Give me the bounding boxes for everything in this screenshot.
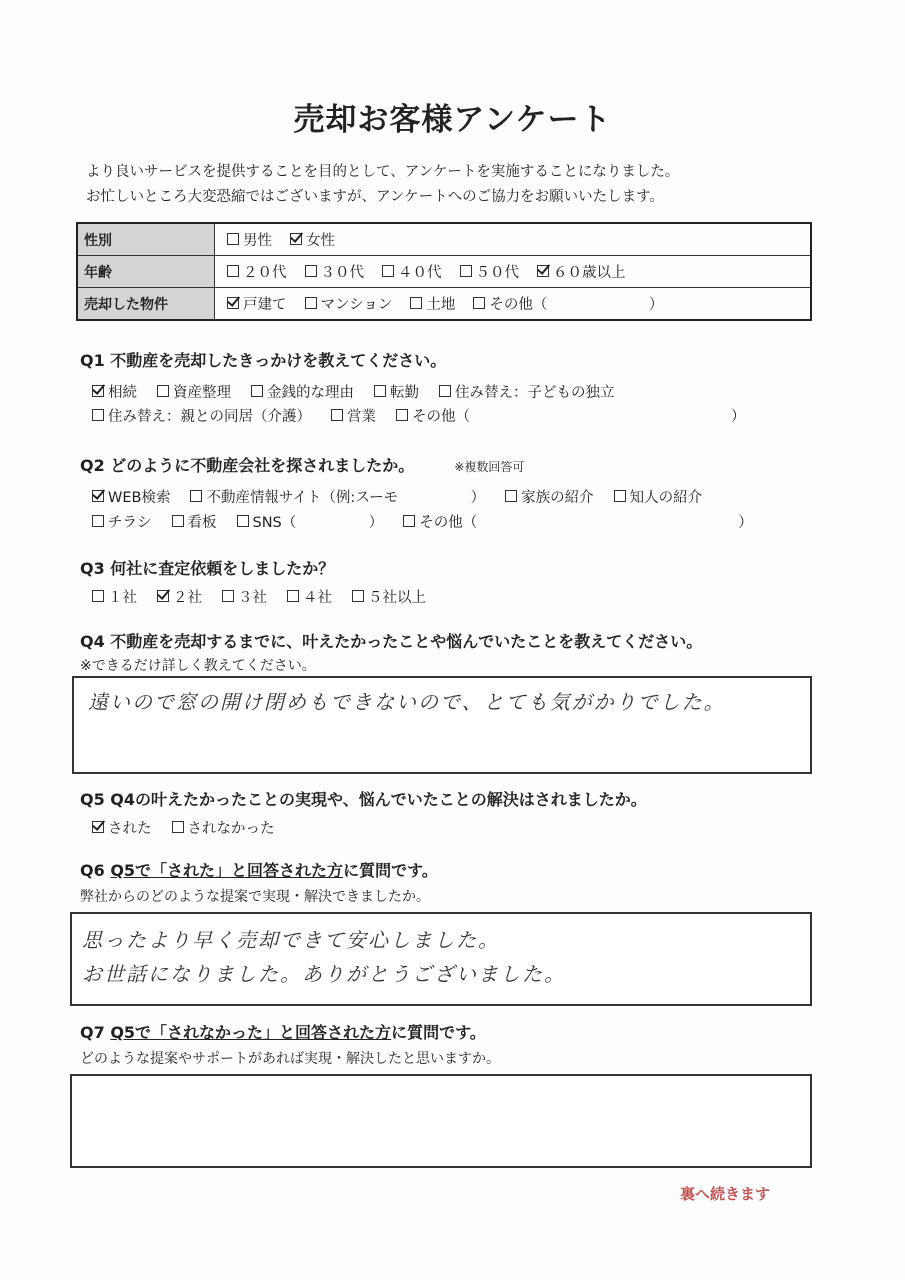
q7-prefix: Q7 <box>80 1023 111 1042</box>
checkbox-option[interactable] <box>227 261 287 282</box>
checkbox-icon[interactable] <box>331 409 343 421</box>
checkbox-label: ２社 <box>173 590 202 606</box>
intro-line-1: より良いサービスを提供することを目的として、アンケートを実施することになりました。 <box>86 164 680 180</box>
checkbox-option[interactable] <box>352 586 426 607</box>
q2-options-row1 <box>92 486 722 507</box>
checkbox-label: 金銭的な理由 <box>267 385 354 401</box>
checkbox-option[interactable] <box>92 511 152 532</box>
checkbox-label: 女性 <box>306 233 335 249</box>
checkbox-icon[interactable] <box>251 385 263 397</box>
q4-title: Q4 不動産を売却するまでに、叶えたかったことや悩んでいたことを教えてください。 <box>80 632 703 651</box>
checkbox-label: ５社以上 <box>368 590 426 606</box>
q2-title-text: Q2 どのように不動産会社を探されましたか。 <box>80 456 415 475</box>
checkbox-label: １社 <box>108 590 137 606</box>
checkbox-icon[interactable] <box>222 590 234 602</box>
q7-target: Q5で「されなかった」と回答された方 <box>110 1023 392 1042</box>
checkbox-icon[interactable] <box>505 490 517 502</box>
q7-suffix: に質問です。 <box>391 1023 486 1042</box>
checkbox-icon[interactable] <box>374 385 386 397</box>
checkbox-option[interactable] <box>190 486 485 507</box>
checkbox-label: ２０代 <box>243 265 287 281</box>
q4-answer-box[interactable] <box>72 676 812 774</box>
q5-title: Q5 Q4の叶えたかったことの実現や、悩んでいたことの解決はされましたか。 <box>80 790 647 809</box>
q3-title: Q3 何社に査定依頼をしましたか？ <box>80 559 335 578</box>
checkbox-option[interactable] <box>439 381 615 402</box>
checkbox-icon[interactable] <box>92 590 104 602</box>
checkbox-option[interactable] <box>473 293 663 314</box>
checkbox-option[interactable] <box>410 293 455 314</box>
checkbox-option[interactable] <box>290 229 335 250</box>
q1-options-row1 <box>92 381 635 402</box>
checkbox-option[interactable] <box>305 293 393 314</box>
checkbox-option[interactable] <box>237 511 384 532</box>
q2-title <box>80 453 524 476</box>
checkbox-label: 住み替え：子どもの独立 <box>455 385 615 401</box>
checkbox-label: その他（ ） <box>419 515 753 531</box>
checkbox-label: 看板 <box>187 515 217 531</box>
q1-title: Q1 不動産を売却したきっかけを教えてください。 <box>80 351 447 370</box>
checked-box-icon[interactable] <box>92 385 104 397</box>
checkbox-icon[interactable] <box>460 265 472 277</box>
checkbox-option[interactable] <box>227 229 272 250</box>
checked-box-icon[interactable] <box>290 233 302 245</box>
checkbox-icon[interactable] <box>172 515 184 527</box>
checkbox-icon[interactable] <box>473 297 485 309</box>
checkbox-option[interactable] <box>172 817 275 838</box>
q6-answer-box[interactable] <box>70 912 812 1006</box>
checkbox-label: ４０代 <box>398 265 442 281</box>
checkbox-option[interactable] <box>92 405 311 426</box>
checkbox-label: されなかった <box>187 821 275 837</box>
checkbox-label: マンション <box>320 297 393 313</box>
checkbox-icon[interactable] <box>382 265 394 277</box>
checkbox-option[interactable] <box>227 293 287 314</box>
checkbox-icon[interactable] <box>227 233 239 245</box>
q5-options-row1 <box>92 817 295 838</box>
q7-title <box>80 1020 486 1043</box>
checkbox-icon[interactable] <box>305 297 317 309</box>
checked-box-icon[interactable] <box>537 265 549 277</box>
checkbox-option[interactable] <box>382 261 442 282</box>
checkbox-label: その他（ ） <box>412 409 746 425</box>
checkbox-option[interactable] <box>251 381 354 402</box>
checkbox-label: 不動産情報サイト（例:スーモ ） <box>206 490 486 506</box>
checked-box-icon[interactable] <box>157 590 169 602</box>
checkbox-option[interactable] <box>305 261 365 282</box>
checkbox-option[interactable] <box>222 586 267 607</box>
continue-on-back-note: 裏へ続きます <box>680 1185 771 1203</box>
checkbox-option[interactable] <box>396 405 746 426</box>
checkbox-option[interactable] <box>92 586 137 607</box>
checkbox-icon[interactable] <box>92 409 104 421</box>
q7-subtitle: どのような提案やサポートがあれば実現・解決したと思いますか。 <box>80 1051 500 1067</box>
checked-box-icon[interactable] <box>92 821 104 833</box>
checkbox-icon[interactable] <box>190 490 202 502</box>
checkbox-label: ４社 <box>303 590 332 606</box>
q6-title <box>80 858 438 881</box>
checkbox-option[interactable] <box>92 817 152 838</box>
checkbox-option[interactable] <box>505 486 594 507</box>
checkbox-icon[interactable] <box>305 265 317 277</box>
checkbox-option[interactable] <box>403 511 753 532</box>
checkbox-label: WEB検索 <box>108 490 171 506</box>
checkbox-option[interactable] <box>92 381 137 402</box>
q7-answer-box[interactable] <box>70 1074 812 1168</box>
checkbox-label: 相続 <box>108 385 137 401</box>
checkbox-icon[interactable] <box>237 515 249 527</box>
gender-options <box>215 223 812 256</box>
checkbox-label: 土地 <box>426 297 456 313</box>
checkbox-option[interactable] <box>287 586 332 607</box>
checkbox-icon[interactable] <box>396 409 408 421</box>
checkbox-icon[interactable] <box>614 490 626 502</box>
checkbox-icon[interactable] <box>410 297 422 309</box>
checkbox-label: 営業 <box>347 409 376 425</box>
q6-target: Q5で「された」と回答された方 <box>110 861 344 880</box>
q6-answer-line-2: お世話になりました。ありがとうございました。 <box>82 962 566 986</box>
property-label: 売却した物件 <box>77 288 215 321</box>
age-label: 年齢 <box>77 256 215 288</box>
checkbox-label: ６０歳以上 <box>553 265 626 281</box>
q6-answer-line-1: 思ったより早く売却できて安心しました。 <box>82 928 500 952</box>
checkbox-option[interactable] <box>460 261 520 282</box>
checkbox-icon[interactable] <box>157 385 169 397</box>
checkbox-label: 資産整理 <box>173 385 231 401</box>
page-title: 売却お客様アンケート <box>293 102 612 138</box>
checkbox-option[interactable] <box>331 405 376 426</box>
checkbox-label: された <box>108 821 152 837</box>
gender-label: 性別 <box>77 223 215 256</box>
checkbox-label: 男性 <box>243 233 272 249</box>
checkbox-label: SNS（ ） <box>252 515 384 531</box>
checkbox-icon[interactable] <box>92 515 104 527</box>
checkbox-option[interactable] <box>157 586 202 607</box>
checkbox-icon[interactable] <box>352 590 364 602</box>
checkbox-option[interactable] <box>374 381 419 402</box>
checked-box-icon[interactable] <box>227 297 239 309</box>
q1-options-row2 <box>92 405 766 426</box>
checkbox-icon[interactable] <box>403 515 415 527</box>
checkbox-label: 知人の紹介 <box>629 490 703 506</box>
q4-subtitle: ※できるだけ詳しく教えてください。 <box>80 658 316 674</box>
checkbox-label: その他（ ） <box>489 297 664 313</box>
checkbox-icon[interactable] <box>227 265 239 277</box>
q2-note: ※複数回答可 <box>454 460 525 474</box>
checkbox-label: チラシ <box>108 515 152 531</box>
checkbox-option[interactable] <box>537 261 626 282</box>
checkbox-label: ３０代 <box>320 265 364 281</box>
checkbox-option[interactable] <box>157 381 231 402</box>
intro-line-2: お忙しいところ大変恐縮ではございますが、アンケートへのご協力をお願いいたします。 <box>86 189 664 205</box>
checked-box-icon[interactable] <box>92 490 104 502</box>
checkbox-label: ３社 <box>238 590 267 606</box>
checkbox-option[interactable] <box>92 486 170 507</box>
age-options <box>215 256 812 288</box>
q4-answer-text: 遠いので窓の開け閉めもできないので、とても気がかりでした。 <box>88 690 726 714</box>
checkbox-label: 住み替え：親との同居（介護） <box>108 409 311 425</box>
checkbox-label: 転勤 <box>390 385 419 401</box>
checkbox-option[interactable] <box>614 486 703 507</box>
checkbox-option[interactable] <box>172 511 217 532</box>
q3-options-row1 <box>92 586 446 607</box>
checkbox-label: ５０代 <box>475 265 519 281</box>
q6-subtitle: 弊社からのどのような提案で実現・解決できましたか。 <box>80 889 430 905</box>
checkbox-icon[interactable] <box>287 590 299 602</box>
q6-prefix: Q6 <box>80 861 111 880</box>
checkbox-label: 戸建て <box>243 297 287 313</box>
checkbox-icon[interactable] <box>172 821 184 833</box>
checkbox-icon[interactable] <box>439 385 451 397</box>
q6-suffix: に質問です。 <box>343 861 438 880</box>
q2-options-row2 <box>92 511 773 532</box>
checkbox-label: 家族の紹介 <box>521 490 594 506</box>
property-options <box>215 288 812 321</box>
profile-table <box>76 222 812 321</box>
